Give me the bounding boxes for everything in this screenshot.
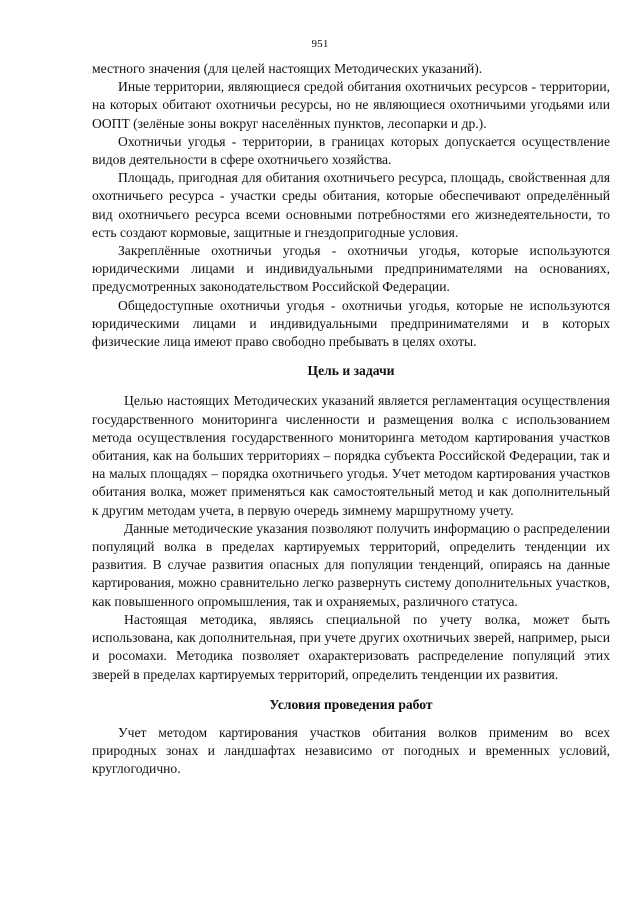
paragraph: Учет методом картирования участков обитания волков применим во всех природных зонах и ландшафтах независимо от погодных и временных условий, круглогодично. (92, 724, 610, 777)
page-number: 951 (311, 38, 329, 50)
section-heading-conditions: Условия проведения работ (269, 696, 433, 712)
paragraph: Настоящая методика, являясь специальной по учету волка, может быть использована, как дополнительная, при учете других охотничьих зверей, например, рыси и росомахи. Методика позволяет охарактеризовать распределение популяций этих зверей в пределах картируемых территорий, определить тенденции их развития. (92, 611, 610, 682)
paragraph: Охотничьи угодья - территории, в границах которых допускается осуществление видов деятельности в сфере охотничьего хозяйства. (92, 133, 610, 168)
paragraph: Общедоступные охотничьи угодья - охотничьи угодья, которые не используются юридическими лицами и индивидуальными предпринимателями и в которых физические лица имеют право свободно пребывать в целях охоты. (92, 297, 610, 350)
paragraph: Закреплённые охотничьи угодья - охотничьи угодья, которые используются юридическими лицами и индивидуальными предпринимателями на основаниях, предусмотренных законодательством Российской Федерации. (92, 243, 610, 295)
paragraph: местного значения (для целей настоящих Методических указаний). (92, 61, 483, 76)
document-body (92, 60, 610, 779)
section-heading-goal: Цель и задачи (307, 363, 395, 379)
paragraph: Целью настоящих Методических указаний является регламентация осуществления государственного мониторинга численности и размещения волка с использованием метода осуществления государственного мониторинга методом картирования участков обитания, как на больших территориях – порядка субъекта Российской Федерации, так и на малых площадях – порядка охотничьего угодья. Учет методом картирования участков обитания волка, может применяться как самостоятельный метод и как дополнительный к другим методам учета, в первую очередь зимнему маршрутному учету. (92, 393, 610, 518)
paragraph: Данные методические указания позволяют получить информацию о распределении популяций волка в пределах картируемых территорий, определить тенденции их развития. В случае развития опасных для популяции тенденций, опираясь на данные картирования, можно сравнительно легко развернуть систему дополнительных участков, как повышенного опромышления, так и охраняемых, различного статуса. (92, 520, 610, 609)
paragraph: Площадь, пригодная для обитания охотничьего ресурса, площадь, свойственная для охотничьего ресурса - участки среды обитания, которые обеспечивают определённый вид охотничьего ресурса всеми основными потребностями его жизнедеятельности, то есть создают кормовые, защитные и гнездопригодные условия. (92, 170, 610, 240)
paragraph: Иные территории, являющиеся средой обитания охотничьих ресурсов - территории, на которых обитают охотничьи ресурсы, но не являющиеся охотничьими угодьями или ООПТ (зелёные зоны вокруг населённых пунктов, лесопарки и др.). (92, 79, 610, 131)
